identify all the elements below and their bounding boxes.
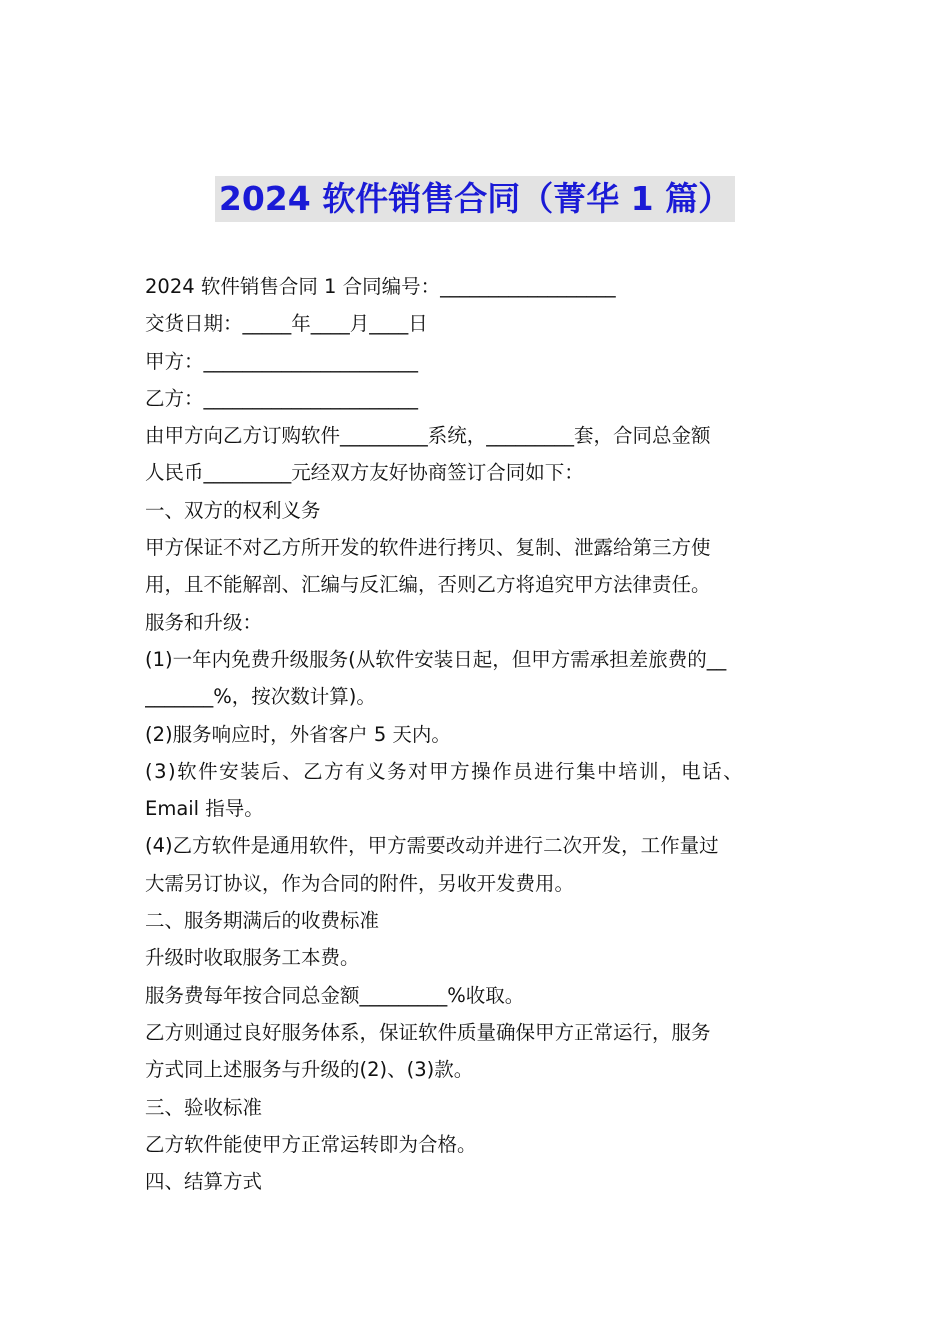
party-a-line: 甲方：______________________ [145, 349, 419, 373]
contract-number-line: 2024 软件销售合同 1 合同编号：__________________ [145, 275, 616, 298]
delivery-date-line: 交货日期：_____年____月____日 [145, 312, 428, 336]
paragraph-line: 甲方保证不对乙方所开发的软件进行拷贝、复制、泄露给第三方使 [145, 536, 711, 560]
document-title: 2024 软件销售合同（菁华 1 篇） [215, 176, 735, 222]
paragraph-line: 由甲方向乙方订购软件_________系统，_________套，合同总金额 [145, 424, 711, 448]
list-item-line: _______%，按次数计算)。 [145, 685, 376, 709]
section-heading: 四、结算方式 [145, 1170, 263, 1194]
paragraph-line: 人民币_________元经双方友好协商签订合同如下： [145, 461, 584, 485]
subsection-heading: 服务和升级： [145, 610, 263, 634]
list-item-line: (3)软件安装后、乙方有义务对甲方操作员进行集中培训，电话、 [145, 759, 745, 783]
paragraph-line: 乙方则通过良好服务体系，保证软件质量确保甲方正常运行，服务 [145, 1020, 711, 1044]
paragraph-line: 服务费每年按合同总金额_________%收取。 [145, 983, 525, 1007]
section-heading: 三、验收标准 [145, 1095, 263, 1119]
paragraph-line: 升级时收取服务工本费。 [145, 946, 360, 970]
paragraph-line: 方式同上述服务与升级的(2)、(3)款。 [145, 1058, 474, 1082]
party-b-line: 乙方：______________________ [145, 386, 419, 410]
paragraph-line: 用，且不能解剖、汇编与反汇编，否则乙方将追究甲方法律责任。 [145, 573, 711, 597]
section-heading: 二、服务期满后的收费标准 [145, 909, 380, 933]
list-item-line: (1)一年内免费升级服务(从软件安装日起，但甲方需承担差旅费的__ [145, 647, 727, 671]
title-container [0, 176, 950, 222]
list-item-line: Email 指导。 [145, 797, 264, 821]
section-heading: 一、双方的权利义务 [145, 498, 321, 522]
document-body [145, 268, 810, 1200]
paragraph-line: 乙方软件能使甲方正常运转即为合格。 [145, 1132, 477, 1156]
list-item-line: (2)服务响应时，外省客户 5 天内。 [145, 722, 451, 746]
list-item-line: (4)乙方软件是通用软件，甲方需要改动并进行二次开发，工作量过 [145, 834, 719, 858]
list-item-line: 大需另订协议，作为合同的附件，另收开发费用。 [145, 871, 575, 895]
